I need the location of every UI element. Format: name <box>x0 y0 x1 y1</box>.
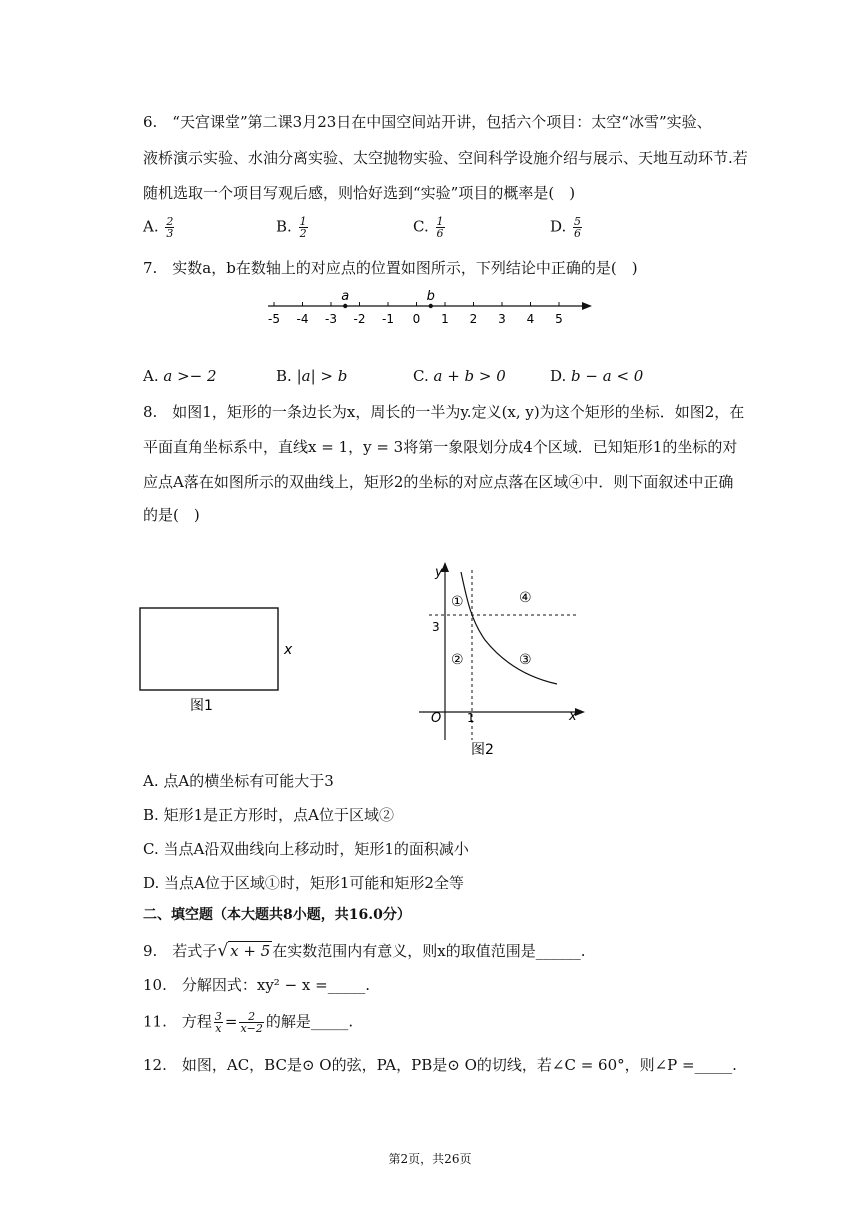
q8-option-a: A. 点A的横坐标有可能大于3 <box>143 772 334 790</box>
q7-number-line <box>260 284 600 328</box>
q7-option-b: B. |a| > b <box>276 367 348 385</box>
q6-line-3: 随机选取一个项目写观后感，则恰好选到“实验”项目的概率是( ) <box>143 184 576 202</box>
number-line-arrow-icon <box>582 302 592 310</box>
q7-option-a: A. a >− 2 <box>143 367 217 385</box>
number-line-tick-label: -1 <box>382 312 394 326</box>
fig2-caption: 图2 <box>471 742 494 758</box>
q8-figure-2 <box>415 560 595 760</box>
number-line-tick-label: 5 <box>555 312 563 326</box>
fig2-x-tick-label: 1 <box>467 711 475 725</box>
number-line-tick-label: -3 <box>325 312 337 326</box>
q6-option-a: A. $\frac{2}{3}$ <box>143 215 174 240</box>
number-line-tick-label: 2 <box>469 312 478 326</box>
q10: 10. 分解因式：xy² − x =_____. <box>143 976 370 994</box>
q7-stem: 7. 实数a，b在数轴上的对应点的位置如图所示，下列结论中正确的是( ) <box>143 259 638 277</box>
q11: 11. 方程 $\frac{3}{x}$ = $\frac{2}{x-2}$ 的解是_____. <box>143 1010 354 1035</box>
region-3-label: ③ <box>519 652 532 668</box>
number-line-tick-label: 4 <box>526 312 535 326</box>
q8-line-3: 应点A落在如图所示的双曲线上，矩形2的坐标的对应点落在区域④中．则下面叙述中正确 <box>143 473 734 491</box>
number-line-point-label-b: b <box>426 289 435 304</box>
q8-line-4: 的是( ) <box>143 506 200 524</box>
q6-option-d: D. $\frac{5}{6}$ <box>550 215 582 240</box>
fig1-side-label: x <box>284 642 293 658</box>
region-2-label: ② <box>451 652 464 668</box>
number-line-point-b <box>429 304 433 308</box>
hyperbola-curve <box>461 572 557 684</box>
number-line-tick-label: 1 <box>441 312 449 326</box>
number-line-point-a <box>343 304 347 308</box>
sqrt-symbol: √ <box>217 941 229 961</box>
q8-option-b: B. 矩形1是正方形时，点A位于区域② <box>143 806 394 824</box>
q6-line-2: 液桥演示实验、水油分离实验、太空抛物实验、空间科学设施介绍与展示、天地互动环节.若 <box>143 149 748 167</box>
q7-option-c: C. a + b > 0 <box>413 367 506 385</box>
fig2-origin-label: O <box>431 711 442 726</box>
number-line-point-label-a: a <box>341 289 350 304</box>
q8-option-c: C. 当点A沿双曲线向上移动时，矩形1的面积减小 <box>143 840 469 858</box>
page-footer: 第2页，共26页 <box>388 1152 472 1166</box>
q8-line-1: 8. 如图1，矩形的一条边长为x，周长的一半为y.定义(x, y)为这个矩形的坐标．如图2，在 <box>143 403 745 421</box>
fig1-caption: 图1 <box>190 698 213 714</box>
q6-option-c: C. $\frac{1}{6}$ <box>413 215 444 240</box>
number-line-tick-label: -4 <box>296 312 309 326</box>
number-line-tick-label: -5 <box>268 312 280 326</box>
q12: 12. 如图，AC，BC是⊙ O的弦，PA，PB是⊙ O的切线，若∠C = 60°，则∠P =_____. <box>143 1056 737 1074</box>
fig2-y-label: y <box>435 565 443 580</box>
q7-option-d: D. b − a < 0 <box>550 367 644 385</box>
number-line-tick-label: -2 <box>353 312 366 326</box>
q8-figure-1 <box>130 600 320 720</box>
q8-line-2: 平面直角坐标系中，直线x = 1，y = 3将第一象限划分成4个区域．已知矩形1的坐标的对 <box>143 438 738 456</box>
fig2-x-label: x <box>569 709 577 724</box>
section-heading-fill-blank: 二、填空题（本大题共8小题，共16.0分） <box>143 907 411 923</box>
region-4-label: ④ <box>519 590 532 606</box>
fig2-y-tick-label: 3 <box>432 620 440 634</box>
number-line-tick-label: 0 <box>412 312 421 326</box>
region-1-label: ① <box>451 594 464 610</box>
q6-line-1: 6. “天宫课堂”第二课3月23日在中国空间站开讲，包括六个项目：太空“冰雪”实验、 <box>143 113 712 131</box>
q8-option-d: D. 当点A位于区域①时，矩形1可能和矩形2全等 <box>143 874 464 892</box>
rectangle-shape <box>140 608 278 690</box>
q9: 9. 若式子√ x + 5 在实数范围内有意义，则x的取值范围是______. <box>143 941 586 961</box>
q6-option-b: B. $\frac{1}{2}$ <box>276 215 307 240</box>
number-line-tick-label: 3 <box>498 312 506 326</box>
